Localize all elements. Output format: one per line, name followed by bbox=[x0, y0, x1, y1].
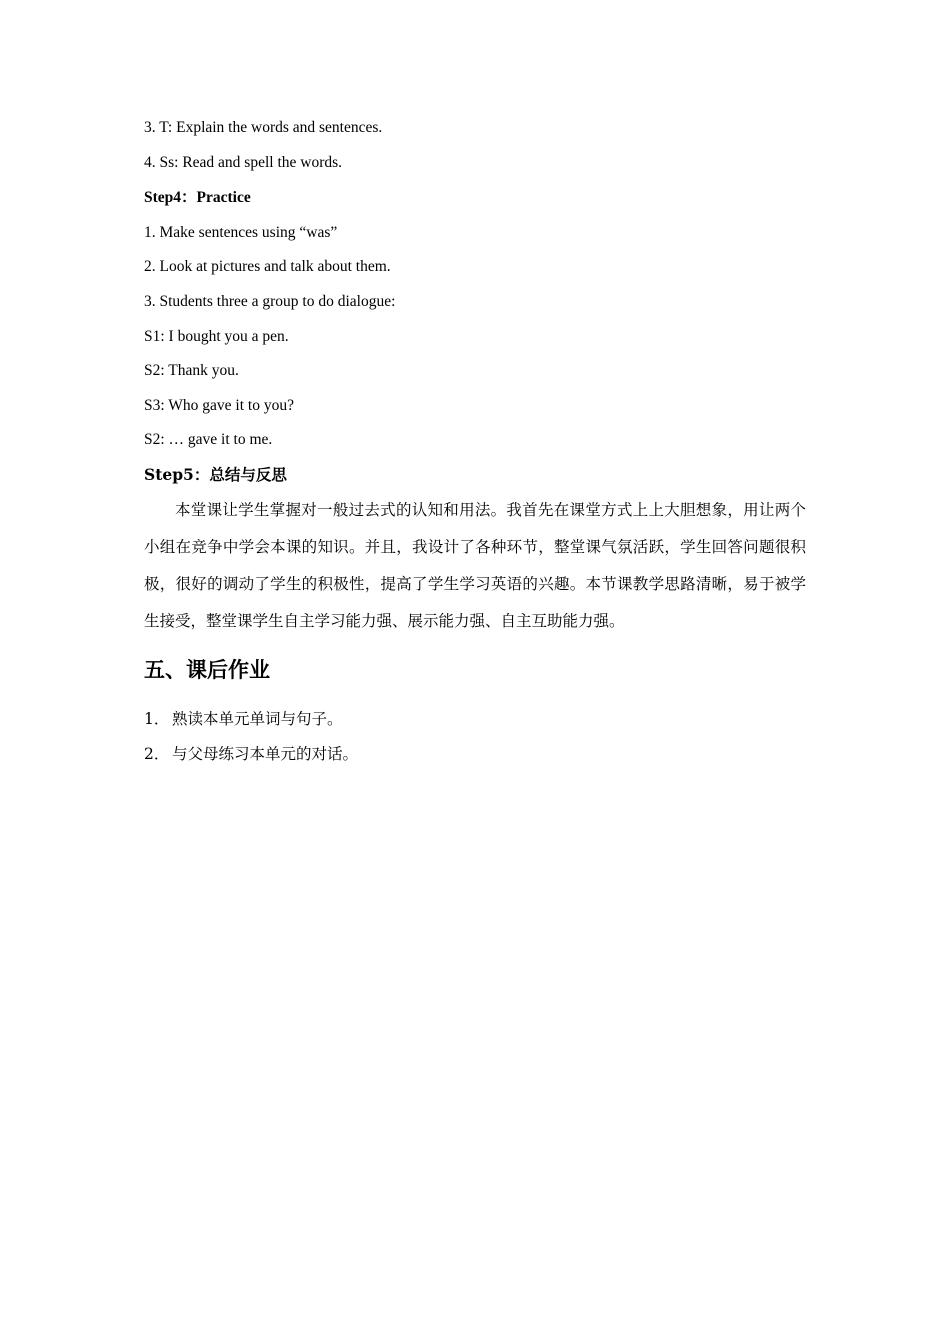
dialogue-line: S3: Who gave it to you? bbox=[144, 397, 294, 414]
dialogue-line: S1: I bought you a pen. bbox=[144, 328, 289, 345]
step4-heading: Step4：Practice bbox=[144, 189, 251, 206]
practice-item: 3. Students three a group to do dialogue: bbox=[144, 293, 396, 310]
homework-item-text: 熟读本单元单词与句子。 bbox=[172, 710, 343, 728]
dialogue-line: S2: Thank you. bbox=[144, 362, 239, 379]
homework-heading: 五、课后作业 bbox=[144, 658, 270, 682]
homework-item-number: 2． bbox=[144, 745, 170, 763]
homework-item bbox=[144, 744, 358, 764]
homework-item-text: 与父母练习本单元的对话。 bbox=[172, 745, 359, 763]
text-line: 3. T: Explain the words and sentences. bbox=[144, 119, 383, 136]
reflection-paragraph: 本堂课让学生掌握对一般过去式的认知和用法。我首先在课堂方式上上大胆想象，用让两个小组在竞争中学会本课的知识。并且，我设计了各种环节，整堂课气氛活跃，学生回答问题很积极，很好的调动了学生的积极性，提高了学生学习英语的兴趣。本节课教学思路清晰，易于被学生接受，整堂课学生自主学习能力强、展示能力强、自主互助能力强。 bbox=[144, 501, 806, 630]
homework-item bbox=[144, 709, 343, 729]
homework-item-number: 1． bbox=[144, 710, 170, 728]
text-line: 4. Ss: Read and spell the words. bbox=[144, 154, 343, 171]
step5-heading: Step5：总结与反思 bbox=[144, 465, 287, 484]
dialogue-line: S2: … gave it to me. bbox=[144, 431, 273, 448]
practice-item: 2. Look at pictures and talk about them. bbox=[144, 258, 391, 275]
practice-item: 1. Make sentences using “was” bbox=[144, 224, 338, 241]
